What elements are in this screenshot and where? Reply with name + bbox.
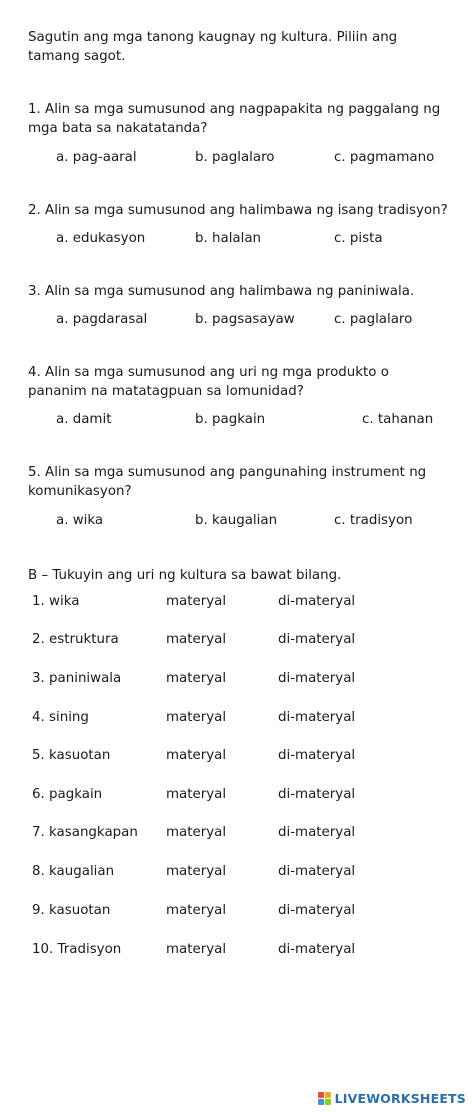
list-item — [0, 823, 474, 843]
option-b[interactable]: b. kaugalian — [195, 513, 278, 528]
question-text: 5. Alin sa mga sumusunod ang pangunahing instrument ng komunikasyon? — [28, 465, 427, 499]
item-label: 2. estruktura — [32, 632, 119, 647]
option-di-materyal[interactable]: di-materyal — [278, 942, 356, 957]
option-di-materyal[interactable]: di-materyal — [278, 787, 356, 802]
option-di-materyal[interactable]: di-materyal — [278, 632, 356, 647]
question-text: 1. Alin sa mga sumusunod ang nagpapakita ng paggalang ng mga bata sa nakatatanda? — [28, 102, 441, 136]
option-materyal[interactable]: materyal — [166, 748, 227, 763]
option-b[interactable]: b. pagsasayaw — [195, 312, 295, 327]
item-label: 6. pagkain — [32, 787, 103, 802]
option-materyal[interactable]: materyal — [166, 903, 227, 918]
item-label: 3. paniniwala — [32, 671, 122, 686]
section-b-title: B – Tukuyin ang uri ng kultura sa bawat bilang. — [28, 568, 342, 583]
question-text: 3. Alin sa mga sumusunod ang halimbawa ng paniniwala. — [28, 284, 415, 299]
option-materyal[interactable]: materyal — [166, 594, 227, 609]
option-di-materyal[interactable]: di-materyal — [278, 671, 356, 686]
option-di-materyal[interactable]: di-materyal — [278, 903, 356, 918]
option-b[interactable]: b. halalan — [195, 231, 262, 246]
option-c[interactable]: c. pagmamano — [334, 150, 435, 165]
liveworksheets-brand[interactable] — [318, 1089, 466, 1108]
option-c[interactable]: c. tahanan — [362, 412, 434, 427]
option-c[interactable]: c. pista — [334, 231, 383, 246]
item-label: 4. sining — [32, 710, 89, 725]
list-item — [0, 669, 474, 689]
option-c[interactable]: c. tradisyon — [334, 513, 413, 528]
option-c[interactable]: c. paglalaro — [334, 312, 413, 327]
item-label: 5. kasuotan — [32, 748, 111, 763]
brand-name: LIVEWORKSHEETS — [334, 1091, 466, 1106]
option-b[interactable]: b. pagkain — [195, 412, 266, 427]
item-label: 8. kaugalian — [32, 864, 115, 879]
list-item — [0, 708, 474, 728]
option-materyal[interactable]: materyal — [166, 787, 227, 802]
list-item — [0, 630, 474, 650]
option-a[interactable]: a. wika — [56, 513, 104, 528]
list-item — [0, 592, 474, 612]
list-item — [0, 862, 474, 882]
list-item — [0, 785, 474, 805]
list-item — [0, 746, 474, 766]
option-materyal[interactable]: materyal — [166, 710, 227, 725]
option-materyal[interactable]: materyal — [166, 825, 227, 840]
list-item — [0, 901, 474, 921]
option-di-materyal[interactable]: di-materyal — [278, 710, 356, 725]
option-a[interactable]: a. pagdarasal — [56, 312, 148, 327]
option-materyal[interactable]: materyal — [166, 864, 227, 879]
option-a[interactable]: a. damit — [56, 412, 112, 427]
liveworksheets-logo-icon — [318, 1092, 332, 1106]
option-materyal[interactable]: materyal — [166, 671, 227, 686]
instructions: Sagutin ang mga tanong kaugnay ng kultura. Piliin ang tamang sagot. — [28, 30, 398, 64]
question-text: 2. Alin sa mga sumusunod ang halimbawa ng isang tradisyon? — [28, 203, 448, 218]
item-label: 10. Tradisyon — [32, 942, 122, 957]
item-label: 9. kasuotan — [32, 903, 111, 918]
list-item — [0, 940, 474, 960]
question-text: 4. Alin sa mga sumusunod ang uri ng mga produkto o pananim na matatagpuan sa lomunidad? — [28, 365, 389, 399]
option-di-materyal[interactable]: di-materyal — [278, 864, 356, 879]
option-b[interactable]: b. paglalaro — [195, 150, 275, 165]
option-materyal[interactable]: materyal — [166, 942, 227, 957]
item-label: 7. kasangkapan — [32, 825, 138, 840]
item-label: 1. wika — [32, 594, 80, 609]
option-di-materyal[interactable]: di-materyal — [278, 594, 356, 609]
option-a[interactable]: a. pag-aaral — [56, 150, 137, 165]
option-di-materyal[interactable]: di-materyal — [278, 748, 356, 763]
option-a[interactable]: a. edukasyon — [56, 231, 146, 246]
option-di-materyal[interactable]: di-materyal — [278, 825, 356, 840]
option-materyal[interactable]: materyal — [166, 632, 227, 647]
